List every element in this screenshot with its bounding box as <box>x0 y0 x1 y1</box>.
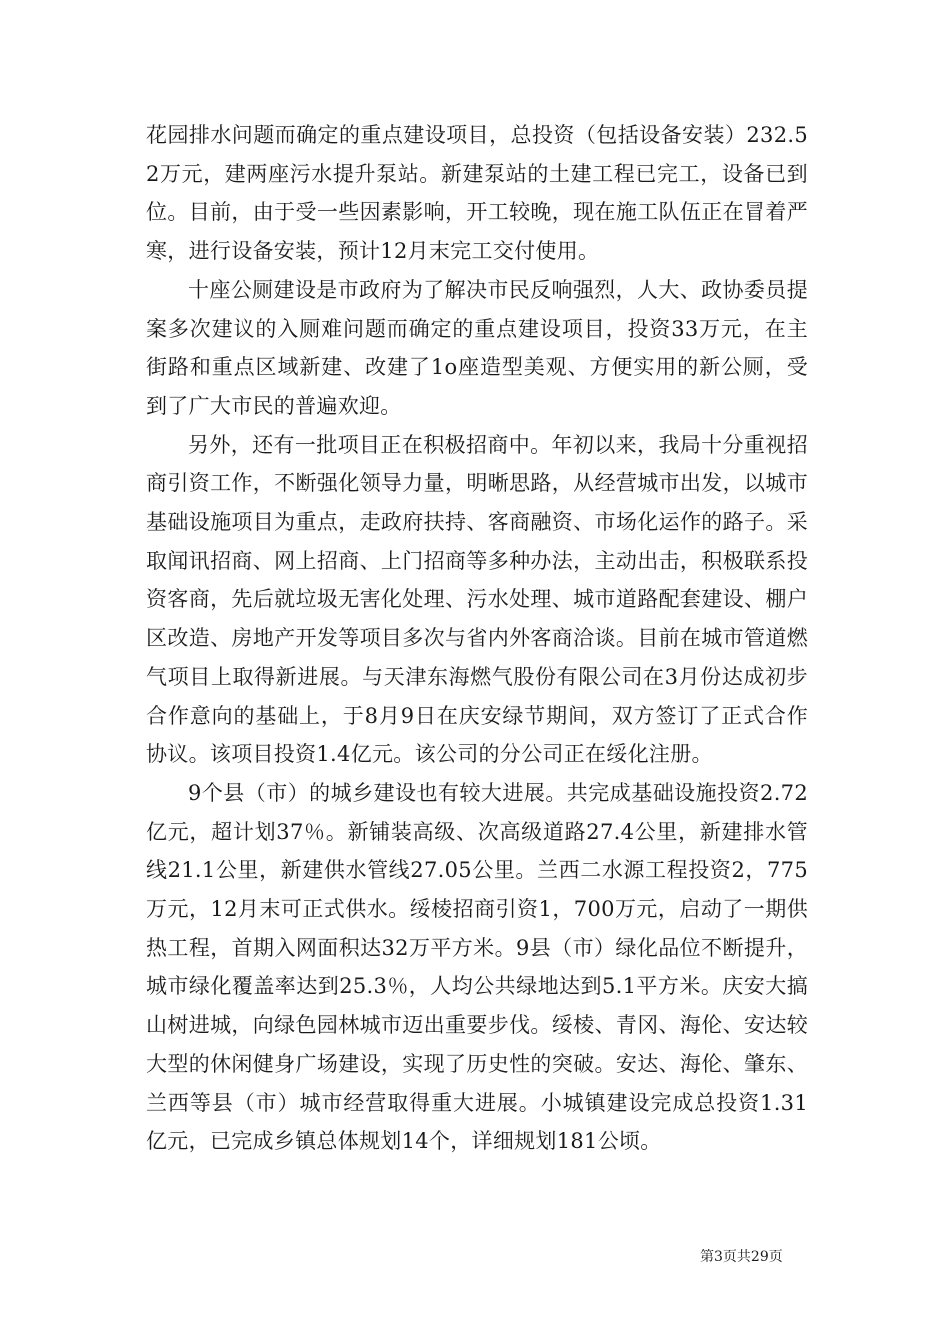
paragraph-investment-attraction: 另外，还有一批项目正在积极招商中。年初以来，我局十分重视招商引资工作，不断强化领导力量，明晰思路，从经营城市出发，以城市基础设施项目为重点，走政府扶持、客商融资、市场化运作的路子。采取闻讯招商、网上招商、上门招商等多种办法，主动出击，积极联系投资客商，先后就垃圾无害化处理、污水处理、城市道路配套建设、棚户区改造、房地产开发等项目多次与省内外客商洽谈。目前在城市管道燃气项目上取得新进展。与天津东海燃气股份有限公司在3月份达成初步合作意向的基础上，于8月9日在庆安绿节期间，双方签订了正式合作协议。该项目投资1.4亿元。该公司的分公司正在绥化注册。 <box>146 432 808 767</box>
document-body <box>146 116 808 1161</box>
paragraph-public-toilets: 十座公厕建设是市政府为了解决市民反响强烈，人大、政协委员提案多次建议的入厕难问题而确定的重点建设项目，投资33万元，在主街路和重点区域新建、改建了1o座造型美观、方便实用的新公厕，受到了广大市民的普遍欢迎。 <box>146 277 808 418</box>
paragraph-pump-station: 花园排水问题而确定的重点建设项目，总投资（包括设备安装）232.52万元，建两座污水提升泵站。新建泵站的土建工程已完工，设备已到位。目前，由于受一些因素影响，开工较晚，现在施工队伍正在冒着严寒，进行设备安装，预计12月末完工交付使用。 <box>146 123 808 264</box>
paragraph-county-construction: 9个县（市）的城乡建设也有较大进展。共完成基础设施投资2.72亿元，超计划37％。新铺装高级、次高级道路27.4公里，新建排水管线21.1公里，新建供水管线27.05公里。兰西二水源工程投资2，775万元，12月末可正式供水。绥棱招商引资1，700万元，启动了一期供热工程，首期入网面积达32万平方米。9县（市）绿化品位不断提升，城市绿化覆盖率达到25.3％，人均公共绿地达到5.1平方米。庆安大搞山树进城，向绿色园林城市迈出重要步伐。绥棱、青冈、海伦、安达较大型的休闲健身广场建设，实现了历史性的突破。安达、海伦、肇东、兰西等县（市）城市经营取得重大进展。小城镇建设完成总投资1.31亿元，已完成乡镇总体规划14个，详细规划181公顷。 <box>146 780 808 1154</box>
page-number-footer: 第3页共29页 <box>700 1249 783 1265</box>
